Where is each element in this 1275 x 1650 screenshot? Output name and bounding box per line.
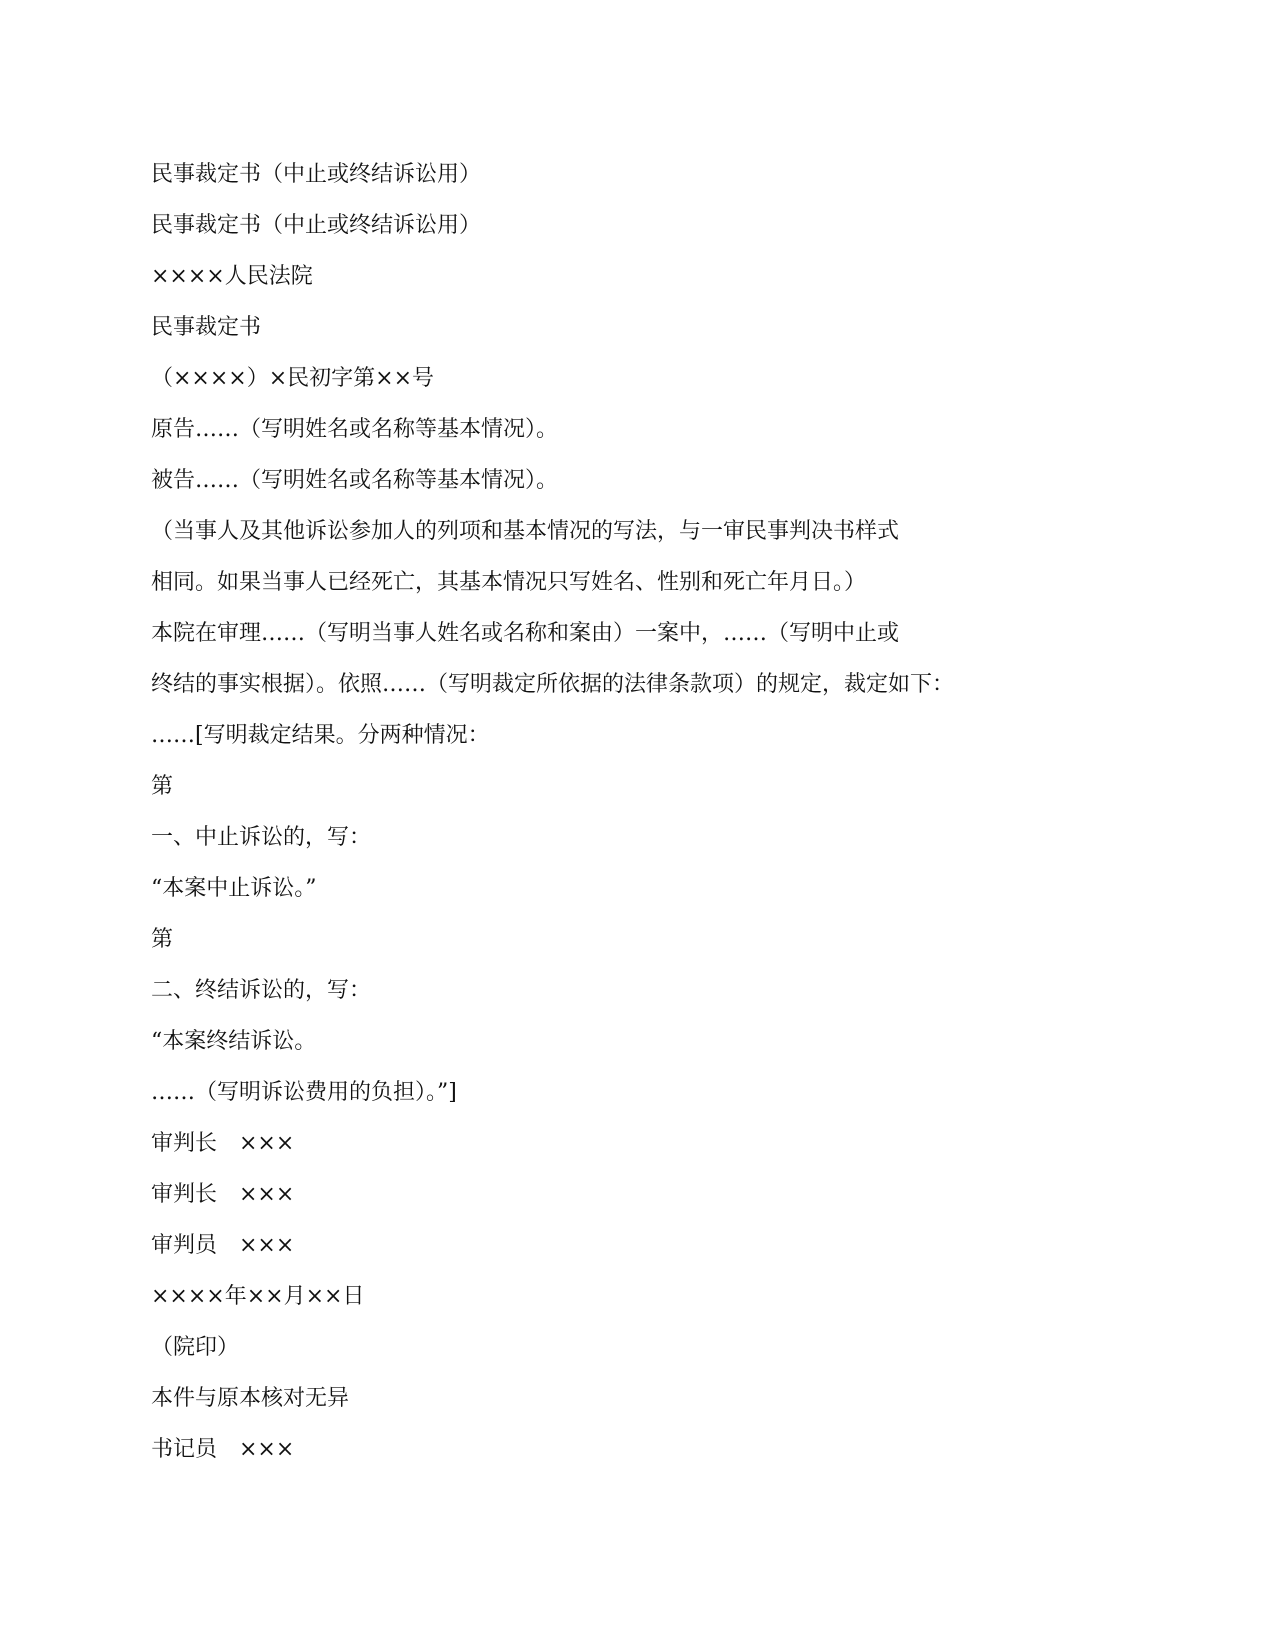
party-note-line: （当事人及其他诉讼参加人的列项和基本情况的写法，与一审民事判决书样式	[151, 519, 900, 544]
clerk-signature-line: 书记员 ×××	[151, 1437, 295, 1462]
plaintiff-line: 原告……（写明姓名或名称等基本情况）。	[151, 417, 559, 442]
verification-note: 本件与原本核对无异	[151, 1386, 350, 1411]
document-title-line: 民事裁定书（中止或终结诉讼用）	[151, 213, 482, 238]
termination-heading: 二、终结诉讼的，写：	[151, 978, 372, 1003]
case-number: （××××）×民初字第××号	[151, 366, 435, 391]
costs-text: ……（写明诉讼费用的负担）。”]	[151, 1080, 457, 1105]
document-title-line: 民事裁定书（中止或终结诉讼用）	[151, 162, 482, 187]
defendant-line: 被告……（写明姓名或名称等基本情况）。	[151, 468, 559, 493]
trial-statement-line: 终结的事实根据）。依照……（写明裁定所依据的法律条款项）的规定，裁定如下：	[151, 672, 955, 697]
termination-text: “本案终结诉讼。	[151, 1029, 317, 1054]
signature-line: 审判长 ×××	[151, 1131, 295, 1156]
date-line: ××××年××月××日	[151, 1284, 365, 1309]
case-type-label: 第	[151, 927, 174, 952]
court-name: ××××人民法院	[151, 264, 313, 289]
case-type-label: 第	[151, 774, 174, 799]
signature-line: 审判长 ×××	[151, 1182, 295, 1207]
signature-line: 审判员 ×××	[151, 1233, 295, 1258]
ruling-intro-line: ……[写明裁定结果。分两种情况：	[151, 723, 490, 748]
suspension-heading: 一、中止诉讼的，写：	[151, 825, 372, 850]
party-note-line: 相同。如果当事人已经死亡，其基本情况只写姓名、性别和死亡年月日。）	[151, 570, 867, 595]
court-seal-note: （院印）	[151, 1335, 240, 1360]
trial-statement-line: 本院在审理……（写明当事人姓名或名称和案由）一案中，……（写明中止或	[151, 621, 900, 646]
document-body	[151, 161, 1081, 1487]
document-type: 民事裁定书	[151, 315, 262, 340]
suspension-text: “本案中止诉讼。”	[151, 876, 317, 901]
